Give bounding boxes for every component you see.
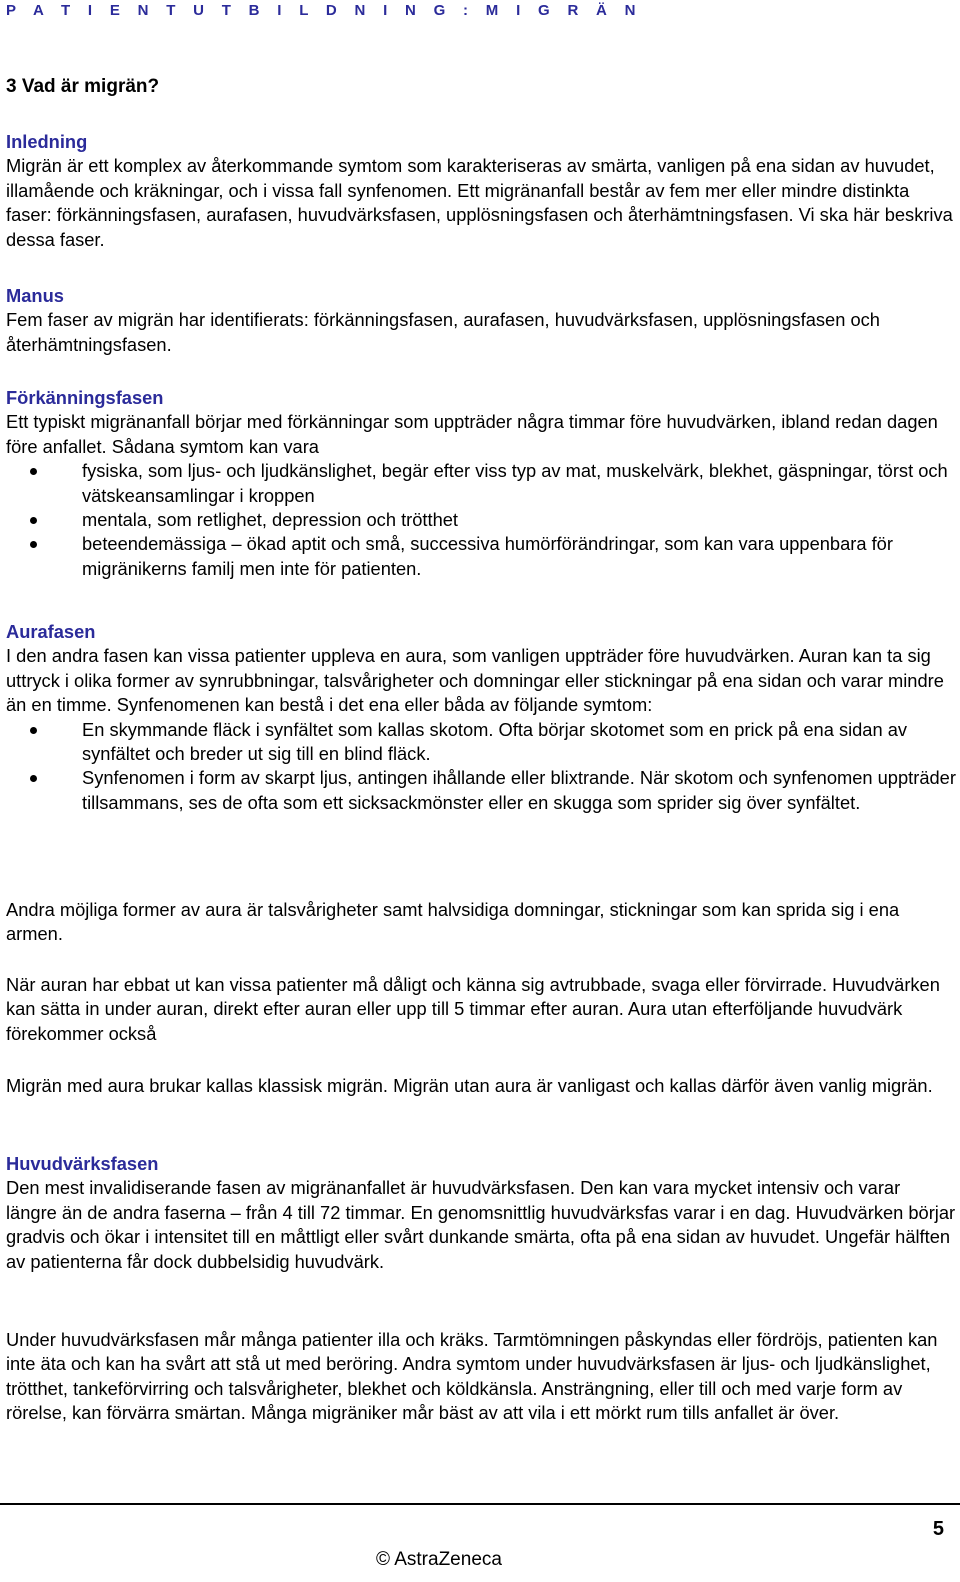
bullet-icon	[30, 541, 37, 548]
section-forkanningsfasen	[6, 386, 956, 581]
section-manus	[6, 284, 956, 357]
section-inledning	[6, 130, 956, 252]
aurafasen-bullet-list	[6, 718, 956, 816]
bullet-icon	[30, 517, 37, 524]
section-title: 3 Vad är migrän?	[6, 76, 160, 97]
page-number: 5	[932, 1518, 944, 1540]
list-item: beteendemässiga – ökad aptit och små, successiva humörförändringar, som kan vara uppenbara för migränikerns familj men inte för patienten.	[6, 532, 956, 581]
heading-manus: Manus	[6, 285, 64, 306]
list-item: mentala, som retlighet, depression och trötthet	[6, 508, 956, 532]
bullet-icon	[30, 468, 37, 475]
bullet-icon	[30, 775, 37, 782]
heading-forkanningsfasen: Förkänningsfasen	[6, 387, 164, 408]
forkanningsfasen-bullet-list	[6, 459, 956, 581]
manus-text: Fem faser av migrän har identifierats: förkänningsfasen, aurafasen, huvudvärksfasen, upplösningsfasen och återhämtningsfasen.	[6, 309, 880, 355]
aurafasen-text: I den andra fasen kan vissa patienter uppleva en aura, som vanligen uppträder före huvudvärken. Auran kan ta sig uttryck i olika former av synrubbningar, talsvårigheter och domningar eller stickningar på ena sidan och varar mindre än en timme. Synfenomenen kan bestå i det ena eller båda av följande symtom:	[6, 645, 944, 716]
forkanningsfasen-text: Ett typiskt migränanfall börjar med förkänningar som uppträder några timmar före huvudvärken, ibland redan dagen före anfallet. Sådana symtom kan vara	[6, 411, 938, 457]
huvudvarksfasen-text: Den mest invalidiserande fasen av migränanfallet är huvudvärksfasen. Den kan vara mycket intensiv och varar längre än de andra faserna – från 4 till 72 timmar. En genomsnittlig huvudvärksfas varar i en dag. Huvudvärken börjar gradvis och ökar i intensitet till en måttligt eller svårt dunkande smärta, ofta på ena sidan av huvudet. Ungefär hälften av patienterna får dock dubbelsidig huvudvärk.	[6, 1177, 956, 1272]
inledning-text: Migrän är ett komplex av återkommande symtom som karakteriseras av smärta, vanligen på ena sidan av huvudet, illamående och kräkningar, och i vissa fall synfenomen. Ett migränanfall består av fem mer eller mindre distinkta faser: förkänningsfasen, aurafasen, huvudvärksfasen, upplösningsfasen och återhämtningsfasen. Vi ska här beskriva dessa faser.	[6, 155, 953, 250]
list-item: fysiska, som ljus- och ljudkänslighet, begär efter viss typ av mat, muskelvärk, blekhet, gäspningar, törst och vätskeansamlingar i kroppen	[6, 459, 956, 508]
page-header-title: P A T I E N T U T B I L D N I N G : M I G R Ä N	[6, 2, 643, 19]
huvudvarksfasen-paragraph-2: Under huvudvärksfasen mår många patienter illa och kräks. Tarmtömningen påskyndas eller fördröjs, patienten kan inte äta och kan ha svårt att stå ut med beröring. Andra symtom under huvudvärksfasen är ljus- och ljudkänslighet, trötthet, tankeförvirring och talsvårigheter, blekhet och köldkänsla. Ansträngning, eller till och med varje form av rörelse, kan förvärra smärtan. Många migräniker mår bäst av att vila i ett mörkt rum tills anfallet är över.	[6, 1329, 938, 1424]
aurafasen-paragraph-4: Migrän med aura brukar kallas klassisk migrän. Migrän utan aura är vanligast och kallas därför även vanlig migrän.	[6, 1075, 933, 1096]
footer-divider	[0, 1503, 960, 1505]
section-aurafasen	[6, 620, 956, 815]
copyright-notice: © AstraZeneca	[376, 1549, 502, 1570]
heading-aurafasen: Aurafasen	[6, 621, 96, 642]
heading-inledning: Inledning	[6, 131, 88, 152]
list-item: En skymmande fläck i synfältet som kallas skotom. Ofta börjar skotomet som en prick på ena sidan av synfältet och breder ut sig till en blind fläck.	[6, 718, 956, 767]
section-huvudvarksfasen	[6, 1152, 956, 1274]
bullet-icon	[30, 727, 37, 734]
aurafasen-paragraph-2: Andra möjliga former av aura är talsvårigheter samt halvsidiga domningar, stickningar som kan sprida sig i ena armen.	[6, 899, 900, 945]
aurafasen-paragraph-3: När auran har ebbat ut kan vissa patienter må dåligt och känna sig avtrubbade, svaga eller förvirrade. Huvudvärken kan sätta in under auran, direkt efter auran eller upp till 5 timmar efter auran. Aura utan efterföljande huvudvärk förekommer också	[6, 974, 940, 1044]
list-item: Synfenomen i form av skarpt ljus, antingen ihållande eller blixtrande. När skotom och synfenomen uppträder tillsammans, ses de ofta som ett sicksackmönster eller en skugga som sprider sig över synfältet.	[6, 766, 956, 815]
heading-huvudvarksfasen: Huvudvärksfasen	[6, 1153, 159, 1174]
